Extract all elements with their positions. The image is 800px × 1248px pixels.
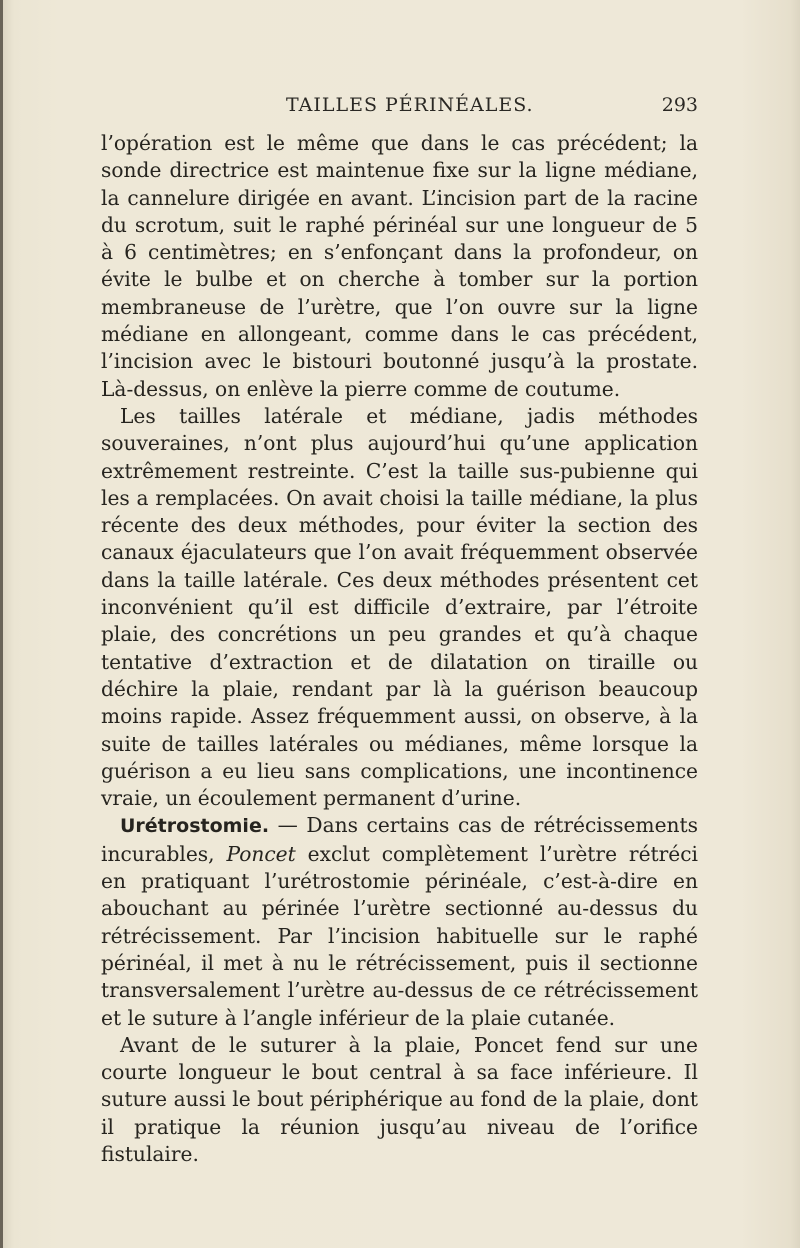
body-text [101, 130, 698, 1168]
paragraph-continuation: l’opération est le même que dans le cas précédent; la sonde directrice est maintenue fixe sur la ligne médiane, la cannelure dirigée en avant. L’incision part de la racine du scrotum, suit le raphé périnéal sur une longueur de 5 à 6 centimètres; en s’enfonçant dans la profondeur, on évite le bulbe et on cherche à tomber sur la portion membraneuse de l’urètre, que l’on ouvre sur la ligne médiane en allongeant, comme dans le cas précédent, l’incision avec le bistouri boutonné jusqu’à la prostate. Là-dessus, on enlève la pierre comme de coutume. [101, 131, 698, 401]
paragraph-suture: Avant de le suturer à la plaie, Poncet fend sur une courte longueur le bout central à sa face inférieure. Il suture aussi le bout périphérique au fond de la plaie, dont il pratique la réunion jusqu’au niveau de l’orifice fistulaire. [101, 1032, 698, 1166]
paragraph-text: — Dans certains cas de rétrécissements incurables, [101, 813, 698, 866]
paragraph-uretrostomie [101, 812, 698, 1031]
page-number: 293 [661, 94, 698, 116]
page-header [101, 94, 698, 124]
page-edge [0, 0, 3, 1248]
author-name: Poncet [226, 841, 296, 866]
paragraph-text: exclut complètement l’urètre rétréci en pratiquant l’urétrostomie périnéale, c’est-à-dire en abouchant au périnée l’urètre sectionné au-dessus du rétrécissement. Par l’incision habituelle sur le raphé périnéal, il met à nu le rétrécissement, puis il sectionne transversalement l’urètre au-dessus de ce rétrécissement et le suture à l’angle inférieur de la plaie cutanée. [101, 841, 698, 1030]
section-heading: Urétrostomie. [120, 815, 270, 838]
paragraph-tailles: Les tailles latérale et médiane, jadis méthodes souveraines, n’ont plus aujourd’hui qu’une application extrêmement restreinte. C’est la taille sus-pubienne qui les a remplacées. On avait choisi la taille médiane, la plus récente des deux méthodes, pour éviter la section des canaux éjaculateurs que l’on avait fréquemment observée dans la taille latérale. Ces deux méthodes présentent cet inconvénient qu’il est difficile d’extraire, par l’étroite plaie, des concrétions un peu grandes et qu’à chaque tentative d’extraction et de dilatation on tiraille ou déchire la plaie, rendant par là la guérison beaucoup moins rapide. Assez fréquemment aussi, on observe, à la suite de tailles latérales ou médianes, même lorsque la guérison a eu lieu sans complications, une incontinence vraie, un écoulement permanent d’urine. [101, 403, 698, 811]
running-title: TAILLES PÉRINÉALES. [286, 94, 534, 116]
